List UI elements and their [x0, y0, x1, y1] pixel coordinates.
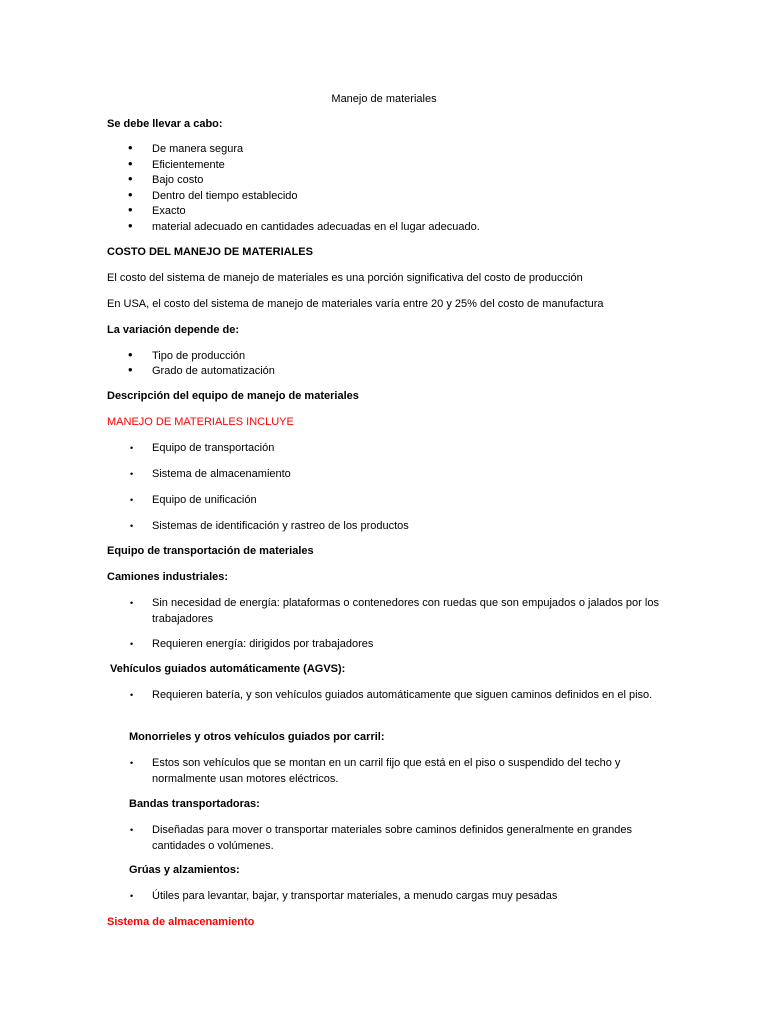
bullet: •	[128, 362, 133, 377]
list-item: Equipo de unificación	[152, 494, 257, 506]
heading-bandas: Bandas transportadoras:	[129, 798, 260, 810]
bullet: •	[130, 598, 134, 608]
list-item: material adecuado en cantidades adecuadas en el lugar adecuado.	[152, 221, 480, 233]
heading-costo: COSTO DEL MANEJO DE MATERIALES	[107, 246, 313, 258]
heading-monorrieles: Monorrieles y otros vehículos guiados por carril:	[129, 731, 385, 743]
paragraph-costo-1: El costo del sistema de manejo de materiales es una porción significativa del costo de producción	[107, 272, 583, 284]
heading-equipo-transportacion: Equipo de transportación de materiales	[107, 545, 314, 557]
list-item: Diseñadas para mover o transportar materiales sobre caminos definidos generalmente en grandes cantidades o volúmenes.	[152, 824, 632, 852]
list-item: Sistemas de identificación y rastreo de los productos	[152, 520, 409, 532]
list-item: Dentro del tiempo establecido	[152, 190, 298, 202]
list-item: Sistema de almacenamiento	[152, 468, 291, 480]
bullet: •	[130, 469, 134, 479]
list-item: Eficientemente	[152, 159, 225, 171]
bullet: •	[130, 443, 134, 453]
list-item: Requieren energía: dirigidos por trabajadores	[152, 638, 374, 650]
list-item: Equipo de transportación	[152, 442, 275, 454]
list-item: De manera segura	[152, 143, 244, 155]
heading-camiones: Camiones industriales:	[107, 571, 229, 583]
heading-manejo-incluye: MANEJO DE MATERIALES INCLUYE	[107, 416, 294, 428]
list-item: Sin necesidad de energía: plataformas o contenedores con ruedas que son empujados o jalados por los trabajadores	[152, 597, 659, 625]
bullet: •	[128, 156, 133, 171]
bullet: •	[130, 825, 134, 835]
bullet: •	[128, 171, 133, 186]
bullet: •	[128, 187, 133, 202]
heading-descripcion: Descripción del equipo de manejo de materiales	[107, 390, 359, 402]
bullet: •	[130, 690, 134, 700]
list-item: Exacto	[152, 205, 186, 217]
bullet: •	[128, 202, 133, 217]
heading-gruas: Grúas y alzamientos:	[129, 864, 240, 876]
bullet: •	[130, 891, 134, 901]
heading-sistema-almacenamiento: Sistema de almacenamiento	[107, 916, 255, 928]
list-item: Tipo de producción	[152, 350, 246, 362]
list-item: Útiles para levantar, bajar, y transportar materiales, a menudo cargas muy pesadas	[152, 890, 558, 902]
bullet: •	[128, 347, 133, 362]
bullet: •	[128, 218, 133, 233]
paragraph-costo-2: En USA, el costo del sistema de manejo de materiales varía entre 20 y 25% del costo de manufactura	[107, 298, 604, 310]
bullet: •	[128, 140, 133, 155]
bullet: •	[130, 639, 134, 649]
list-item: Estos son vehículos que se montan en un carril fijo que está en el piso o suspendido del techo y normalmente usan motores eléctricos.	[152, 757, 621, 785]
heading-variacion: La variación depende de:	[107, 324, 240, 336]
list-item: Bajo costo	[152, 174, 204, 186]
bullet: •	[130, 521, 134, 531]
heading-agvs: Vehículos guiados automáticamente (AGVS):	[110, 663, 346, 675]
list-item: Requieren batería, y son vehículos guiados automáticamente que siguen caminos definidos en el piso.	[152, 689, 653, 701]
page-title: Manejo de materiales	[331, 93, 437, 105]
bullet: •	[130, 758, 134, 768]
heading-se-debe: Se debe llevar a cabo:	[107, 118, 223, 130]
bullet: •	[130, 495, 134, 505]
list-item: Grado de automatización	[152, 365, 275, 377]
